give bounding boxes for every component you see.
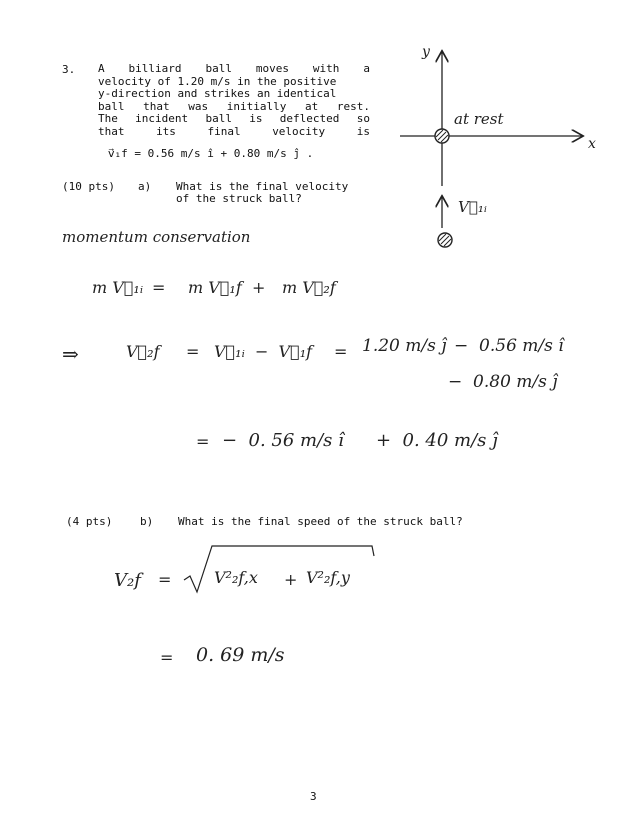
given-final-velocity: v⃗₁f = 0.56 m/s î + 0.80 m/s ĵ . bbox=[108, 147, 314, 160]
problem-word: rest. bbox=[336, 99, 370, 113]
eq2-equals2: = bbox=[334, 342, 348, 361]
eq2-term1: 1.20 m/s ĵ bbox=[362, 336, 447, 356]
part-b-letter: b) bbox=[140, 515, 154, 528]
problem-word: final bbox=[207, 124, 241, 138]
speed-term2: V²₂f,y bbox=[306, 568, 350, 587]
problem-word: velocity of 1.20 m/s in the positive bbox=[98, 74, 337, 88]
problem-word: ball bbox=[98, 99, 125, 113]
problem-word: velocity bbox=[272, 124, 326, 138]
eq1-right1: m V⃗₁f bbox=[188, 278, 242, 297]
part-b-question: What is the final speed of the struck ball? bbox=[178, 515, 463, 528]
problem-word: that bbox=[98, 124, 125, 138]
part-a-question-line1: What is the final velocity bbox=[176, 180, 349, 193]
problem-word: ball bbox=[205, 62, 232, 75]
problem-word: A bbox=[98, 62, 105, 75]
speed-result: 0. 69 m/s bbox=[196, 644, 285, 666]
problem-word: its bbox=[156, 124, 176, 138]
page-number: 3 bbox=[310, 790, 317, 803]
part-a-letter: a) bbox=[138, 180, 152, 193]
problem-word: initially bbox=[226, 99, 287, 113]
problem-word: that bbox=[143, 99, 170, 113]
implies-arrow: ⇒ bbox=[62, 342, 79, 366]
problem-word: y-direction and strikes an identical bbox=[98, 87, 337, 100]
eq1-right2: m V⃗₂f bbox=[282, 278, 336, 297]
x-axis-label: x bbox=[588, 136, 596, 152]
speed-plus: + bbox=[284, 570, 298, 589]
eq1-left: m V⃗₁ᵢ bbox=[92, 278, 144, 297]
y-axis-label: y bbox=[422, 44, 430, 60]
eq2-middle: V⃗₁ᵢ − V⃗₁f bbox=[214, 342, 313, 361]
problem-word: was bbox=[188, 99, 209, 113]
incident-velocity-label: V⃗₁ᵢ bbox=[458, 198, 487, 216]
problem-word: at bbox=[304, 99, 319, 113]
problem-word: deflected bbox=[279, 112, 340, 125]
part-b-points: (4 pts) bbox=[66, 515, 113, 528]
problem-word: moves bbox=[255, 62, 289, 75]
problem-word: so bbox=[356, 112, 370, 125]
part-a-question-line2: of the struck ball? bbox=[176, 192, 302, 205]
problem-word: with bbox=[312, 62, 340, 75]
problem-word: ball bbox=[205, 112, 232, 125]
eq3-term2: + 0. 40 m/s ĵ bbox=[376, 430, 498, 451]
problem-word: incident bbox=[135, 112, 189, 125]
part-a-heading: momentum conservation bbox=[62, 228, 251, 246]
eq1-equals: = bbox=[152, 278, 166, 297]
speed-term1: V²₂f,x bbox=[214, 568, 258, 587]
eq3-equals: = bbox=[196, 432, 210, 451]
problem-word: The bbox=[98, 112, 118, 125]
at-rest-label: at rest bbox=[454, 110, 504, 128]
problem-word: is bbox=[249, 112, 263, 125]
problem-word: a bbox=[363, 62, 370, 75]
eq2-term2: − 0.56 m/s î bbox=[454, 336, 564, 356]
eq3-term1: − 0. 56 m/s î bbox=[222, 430, 344, 451]
eq2-left: V⃗₂f bbox=[126, 342, 160, 361]
part-a-points: (10 pts) bbox=[62, 180, 115, 193]
eq1-plus: + bbox=[252, 278, 266, 297]
problem-number: 3. bbox=[62, 63, 76, 76]
speed-equals: = bbox=[158, 570, 172, 589]
eq2-term3: − 0.80 m/s ĵ bbox=[448, 372, 558, 392]
speed-equals2: = bbox=[160, 648, 174, 667]
problem-word: is bbox=[356, 124, 370, 138]
eq2-equals: = bbox=[186, 342, 200, 361]
speed-lhs: V₂f bbox=[114, 570, 141, 591]
problem-word: billiard bbox=[128, 62, 182, 75]
